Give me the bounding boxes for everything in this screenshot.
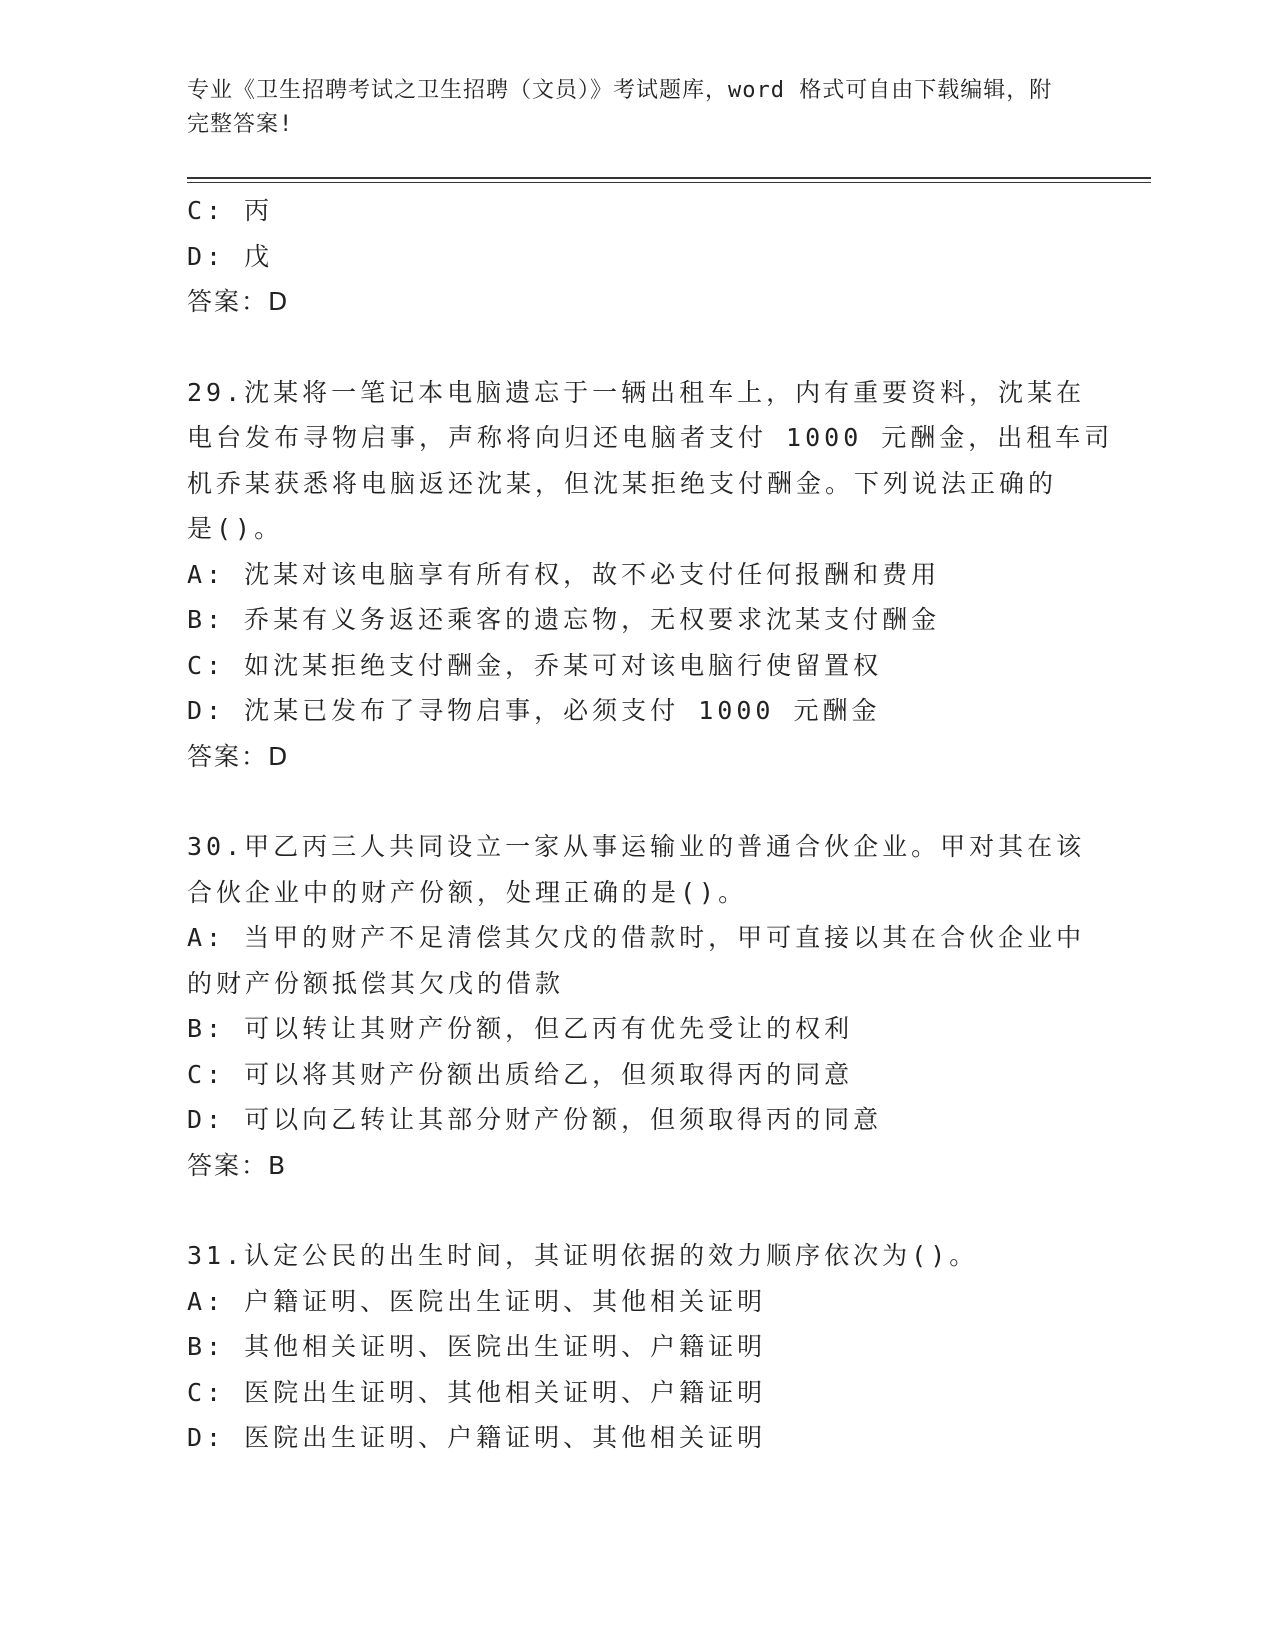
option-text: 丙 [244, 196, 274, 225]
option-b [187, 1006, 1087, 1052]
option-c [187, 643, 1087, 689]
question-29 [187, 370, 1114, 780]
option-text: 戊 [244, 241, 274, 271]
header-divider-thin [187, 182, 1151, 183]
option-text: 其他相关证明、医院出生证明、户籍证明 [244, 1332, 767, 1361]
prev-question-options [187, 188, 1087, 325]
option-a [187, 1279, 1087, 1325]
option-text: 当甲的财产不足清偿其欠戊的借款时，甲可直接以其在合伙企业中 [244, 923, 1086, 952]
option-text: 医院出生证明、其他相关证明、户籍证明 [244, 1377, 767, 1407]
option-c [187, 1370, 1087, 1416]
option-label: C: [187, 650, 226, 680]
option-label: A: [187, 923, 226, 952]
option-text: 如沈某拒绝支付酬金，乔某可对该电脑行使留置权 [244, 650, 883, 680]
option-label: D: [187, 1105, 226, 1134]
option-label: A: [187, 1286, 226, 1316]
question-30 [187, 824, 1087, 1188]
document-header: 专业《卫生招聘考试之卫生招聘（文员）》考试题库，word 格式可自由下载编辑，附完整答案! [187, 78, 1053, 137]
question-stem-line: 合伙企业中的财产份额，处理正确的是()。 [187, 877, 748, 907]
option-text: 可以转让其财产份额，但乙丙有优先受让的权利 [244, 1014, 854, 1043]
option-a-continuation: 的财产份额抵偿其欠戊的借款 [187, 968, 565, 998]
answer-line: 答案：D [187, 287, 290, 316]
option-text: 沈某对该电脑享有所有权，故不必支付任何报酬和费用 [244, 559, 941, 589]
option-label: D: [187, 241, 226, 271]
option-d [187, 1415, 1087, 1461]
option-label: B: [187, 1332, 226, 1361]
question-stem-line: 31.认定公民的出生时间，其证明依据的效力顺序依次为()。 [187, 1241, 979, 1270]
question-stem-line: 机乔某获悉将电脑返还沈某，但沈某拒绝支付酬金。下列说法正确的 [187, 468, 1058, 498]
option-text: 可以将其财产份额出质给乙，但须取得丙的同意 [244, 1059, 854, 1089]
option-d [187, 1097, 1087, 1143]
option-text: 乔某有义务返还乘客的遗忘物，无权要求沈某支付酬金 [244, 605, 941, 634]
answer-line: 答案：B [187, 1150, 288, 1180]
option-label: D: [187, 1423, 226, 1452]
question-content [187, 188, 1114, 1461]
option-label: C: [187, 1059, 226, 1089]
option-label: B: [187, 1014, 226, 1043]
option-label: A: [187, 559, 226, 589]
option-b [187, 597, 1087, 643]
option-label: B: [187, 605, 226, 634]
option-a [187, 552, 1087, 598]
option-b [187, 1324, 1087, 1370]
spacer [187, 1188, 1087, 1233]
option-text: 可以向乙转让其部分财产份额，但须取得丙的同意 [244, 1105, 883, 1134]
option-label: D: [187, 696, 226, 725]
spacer [187, 779, 1087, 824]
question-stem-line: 电台发布寻物启事，声称将向归还电脑者支付 1000 元酬金，出租车司 [187, 423, 1114, 452]
question-stem-line: 29.沈某将一笔记本电脑遗忘于一辆出租车上，内有重要资料，沈某在 [187, 377, 1086, 407]
option-c [187, 1052, 1087, 1098]
question-31 [187, 1233, 1087, 1461]
option-label: C: [187, 1377, 226, 1407]
option-a [187, 915, 1087, 961]
option-d [187, 234, 1087, 280]
option-label: C: [187, 196, 226, 225]
option-d [187, 688, 1087, 734]
option-text: 医院出生证明、户籍证明、其他相关证明 [244, 1423, 767, 1452]
option-text: 沈某已发布了寻物启事，必须支付 1000 元酬金 [244, 696, 881, 725]
header-divider-thick [187, 177, 1151, 179]
spacer [187, 325, 1087, 370]
question-stem-line: 30.甲乙丙三人共同设立一家从事运输业的普通合伙企业。甲对其在该 [187, 832, 1086, 861]
option-text: 户籍证明、医院出生证明、其他相关证明 [244, 1286, 767, 1316]
question-stem-line: 是()。 [187, 514, 284, 543]
option-c [187, 188, 1087, 234]
answer-line: 答案：D [187, 741, 290, 771]
